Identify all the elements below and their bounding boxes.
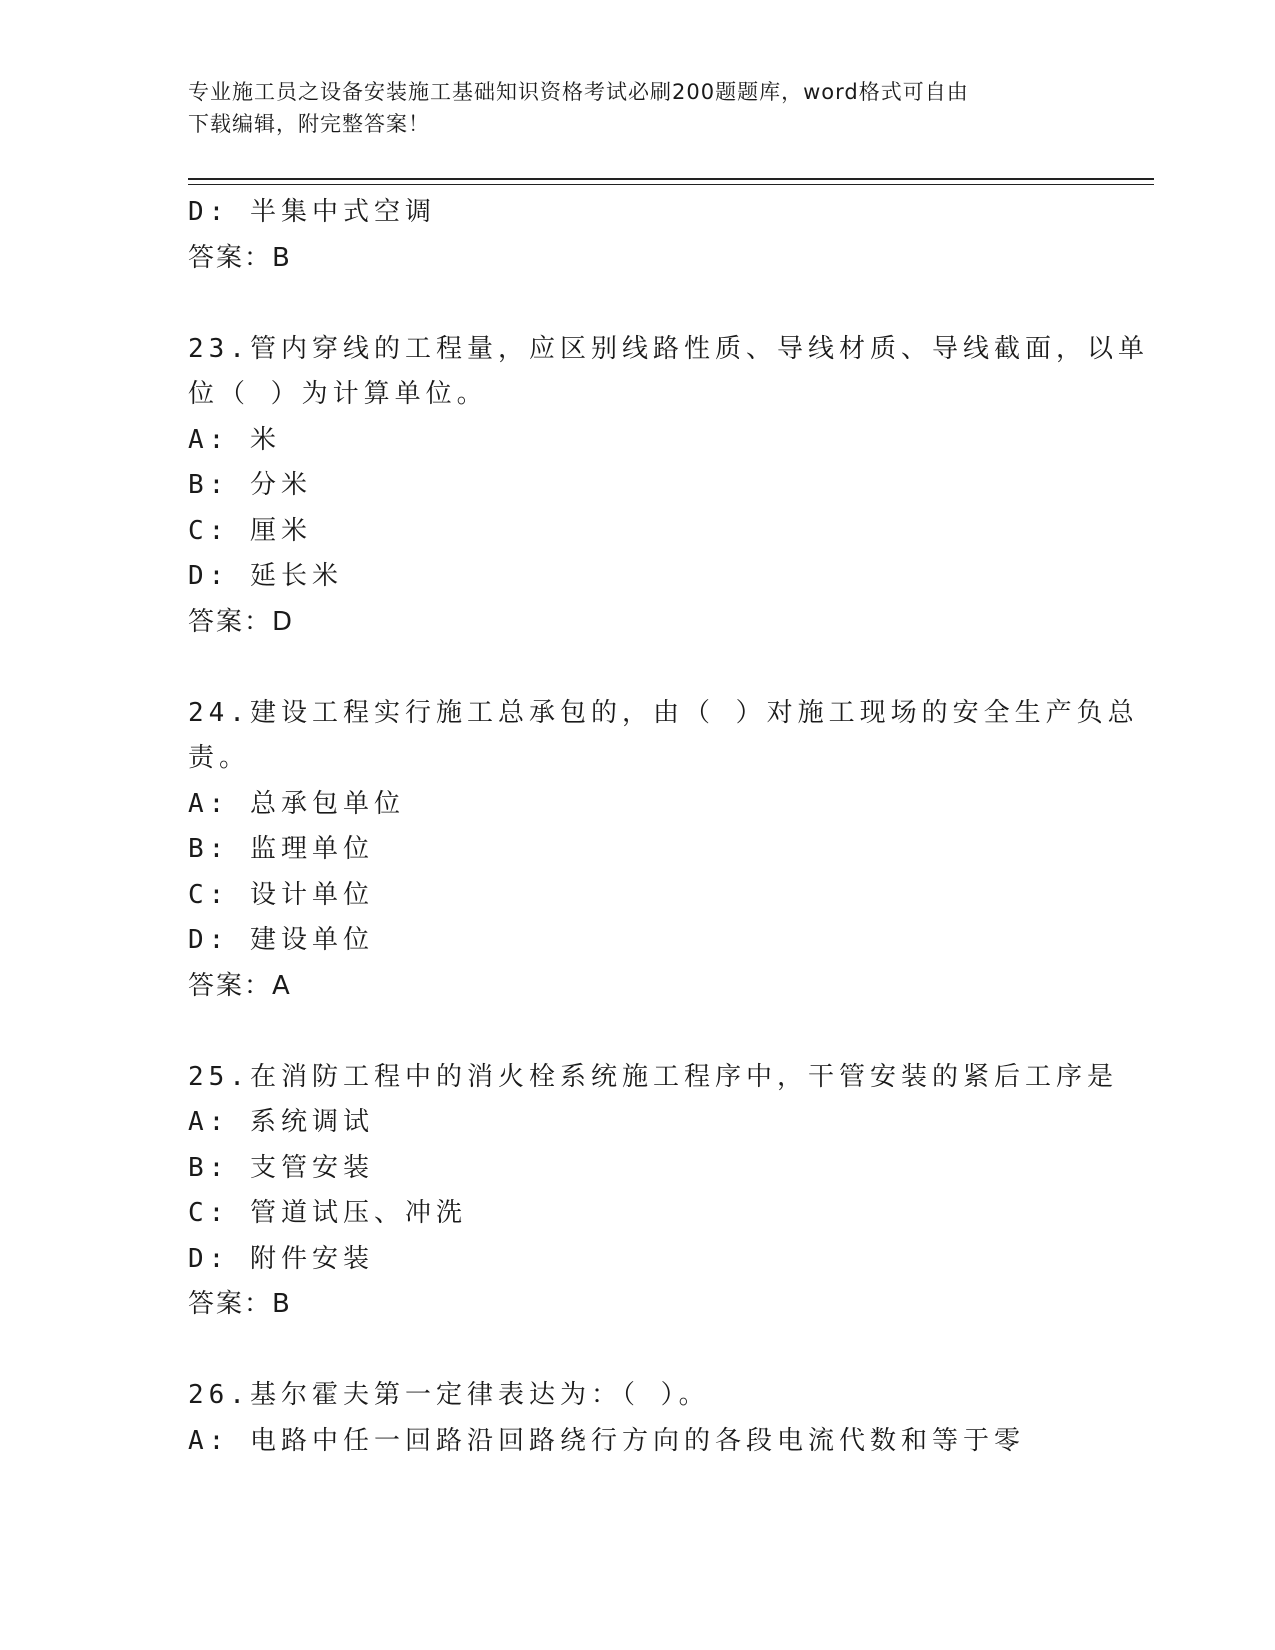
option-d: D: 半集中式空调	[188, 197, 436, 227]
option-a: A: 总承包单位	[188, 788, 405, 819]
spacer	[188, 1009, 1088, 1055]
question-26	[188, 1373, 1088, 1464]
question-stem: 24.建设工程实行施工总承包的，由（ ）对施工现场的安全生产负总	[188, 697, 1139, 728]
spacer	[188, 281, 1088, 327]
document-header	[188, 76, 1088, 140]
header-line-1: 专业施工员之设备安装施工基础知识资格考试必刷200题题库，word格式可自由	[188, 80, 969, 104]
option-c: C: 厘米	[188, 515, 312, 546]
option-d: D: 建设单位	[188, 925, 374, 955]
answer: 答案：B	[188, 242, 292, 273]
option-c: C: 管道试压、冲洗	[188, 1198, 467, 1228]
answer: 答案：A	[188, 970, 292, 1001]
answer: 答案：B	[188, 1289, 292, 1319]
question-stem: 25.在消防工程中的消火栓系统施工程序中，干管安装的紧后工序是	[188, 1061, 1118, 1092]
option-c: C: 设计单位	[188, 879, 374, 910]
question-stem: 26.基尔霍夫第一定律表达为：（ ）。	[188, 1380, 710, 1410]
option-b: B: 监理单位	[188, 834, 374, 864]
answer: 答案：D	[188, 606, 295, 637]
option-a: A: 系统调试	[188, 1107, 374, 1137]
question-stem: 23.管内穿线的工程量，应区别线路性质、导线材质、导线截面，以单	[188, 333, 1149, 364]
question-24	[188, 691, 1139, 1010]
question-stem-continued: 位（ ）为计算单位。	[188, 379, 488, 409]
option-a: A: 米	[188, 424, 281, 455]
spacer	[188, 1328, 1088, 1374]
question-stem-continued: 责。	[188, 743, 251, 773]
question-25	[188, 1055, 1118, 1328]
header-divider-thin	[188, 184, 1154, 185]
header-divider-thick	[188, 178, 1154, 180]
option-d: D: 附件安装	[188, 1243, 374, 1274]
option-b: B: 支管安装	[188, 1152, 374, 1183]
spacer	[188, 645, 1088, 691]
header-line-2: 下载编辑，附完整答案！	[188, 112, 430, 136]
option-b: B: 分米	[188, 470, 312, 500]
option-d: D: 延长米	[188, 561, 343, 591]
option-a: A: 电路中任一回路沿回路绕行方向的各段电流代数和等于零	[188, 1425, 1025, 1456]
question-23	[188, 327, 1149, 646]
question-list	[188, 190, 1149, 1464]
